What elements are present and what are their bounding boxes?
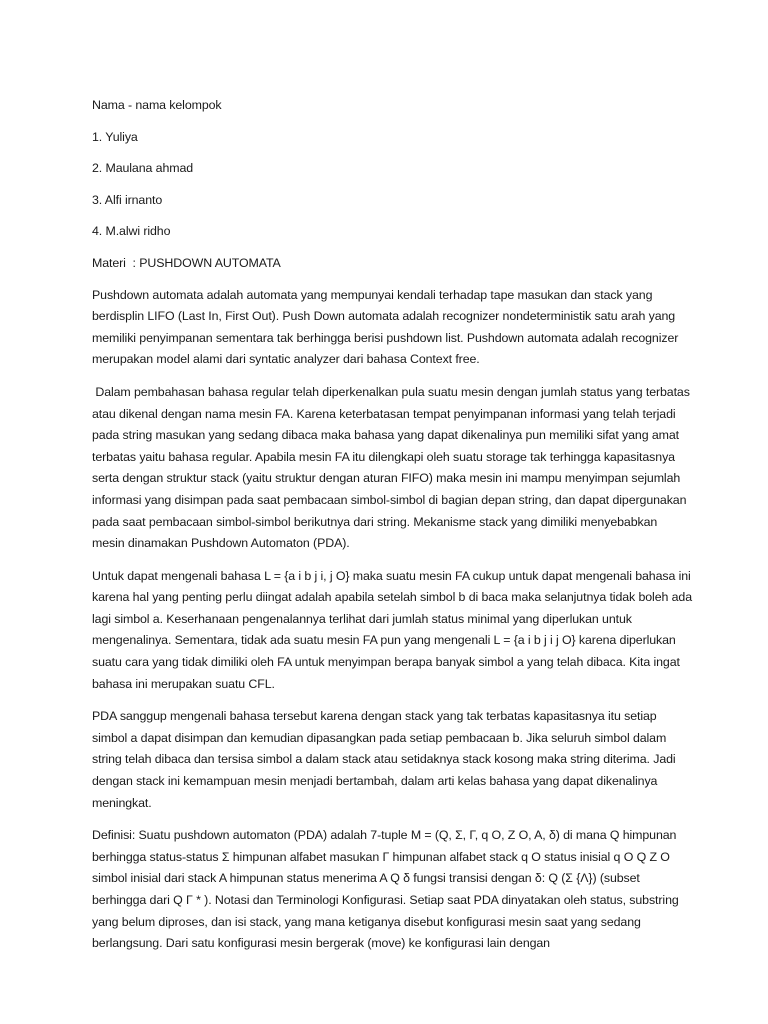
document-body	[92, 95, 692, 966]
topic-line: Materi : PUSHDOWN AUTOMATA	[92, 255, 281, 270]
member-item: 2. Maulana ahmad	[92, 161, 194, 176]
group-heading: Nama - nama kelompok	[92, 98, 222, 112]
paragraph: Pushdown automata adalah automata yang mempunyai kendali terhadap tape masukan dan stack yang berdisplin LIFO (Last In, First Out). Push Down automata adalah recognizer nondeterministik satu arah yang memiliki penyimpanan sementara tak berhingga berisi pushdown list. Pushdown automata adalah recognizer merupakan model alami dari syntatic analyzer dari bahasa Context free.	[92, 287, 679, 367]
paragraph: Untuk dapat mengenali bahasa L = {a i b j i, j O} maka suatu mesin FA cukup untuk dapat mengenali bahasa ini karena hal yang penting perlu diingat adalah apabila setelah simbol b di baca maka selanjutnya tidak boleh ada lagi simbol a. Keserhanaan pengenalannya terlihat dari jumlah status minimal yang diperlukan untuk mengenalinya. Sementara, tidak ada suatu mesin FA pun yang mengenali L = {a i b j i j O} karena diperlukan suatu cara yang tidak dimiliki oleh FA untuk menyimpan berapa banyak simbol a yang telah dibaca. Kita ingat bahasa ini merupakan suatu CFL.	[92, 568, 693, 691]
member-item: 4. M.alwi ridho	[92, 224, 171, 239]
paragraph: PDA sanggup mengenali bahasa tersebut karena dengan stack yang tak terbatas kapasitasnya itu setiap simbol a dapat disimpan dan kemudian dipasangkan pada setiap pembacaan b. Jika seluruh simbol dalam string telah dibaca dan tersisa simbol a dalam stack atau setidaknya stack kosong maka string diterima. Jadi dengan stack ini kemampuan mesin menjadi bertambah, dalam arti kelas bahasa yang dapat dikenalinya meningkat.	[92, 709, 676, 810]
member-item: 3. Alfi irnanto	[92, 192, 163, 207]
member-item: 1. Yuliya	[92, 129, 138, 144]
paragraph: Definisi: Suatu pushdown automaton (PDA) adalah 7-tuple M = (Q, Σ, Γ, q O, Z O, A, δ) di mana Q himpunan berhingga status-status Σ himpunan alfabet masukan Γ himpunan alfabet stack q O status inisial q O Q Z O simbol inisial dari stack A himpunan status menerima A Q δ fungsi transisi dengan δ: Q (Σ {Λ}) (subset berhingga dari Q Γ * ). Notasi dan Terminologi Konfigurasi. Setiap saat PDA dinyatakan oleh status, substring yang belum diproses, dan isi stack, yang mana ketiganya disebut konfigurasi mesin saat yang sedang berlangsung. Dari satu konfigurasi mesin bergerak (move) ke konfigurasi lain dengan	[92, 828, 679, 951]
paragraph: Dalam pembahasan bahasa regular telah diperkenalkan pula suatu mesin dengan jumlah status yang terbatas atau dikenal dengan nama mesin FA. Karena keterbatasan tempat penyimpanan informasi yang telah terjadi pada string masukan yang sedang dibaca maka bahasa yang dapat dikenalinya pun memiliki sifat yang amat terbatas yaitu bahasa regular. Apabila mesin FA itu dilengkapi oleh suatu storage tak terhingga kapasitasnya serta dengan struktur stack (yaitu struktur dengan aturan FIFO) maka mesin ini mampu menyimpan sejumlah informasi yang disimpan pada saat pembacaan simbol-simbol di bagian depan string, dan dapat dipergunakan pada saat pembacaan simbol-simbol berikutnya dari string. Mekanisme stack yang dimiliki menyebabkan mesin dinamakan Pushdown Automaton (PDA).	[92, 384, 694, 551]
